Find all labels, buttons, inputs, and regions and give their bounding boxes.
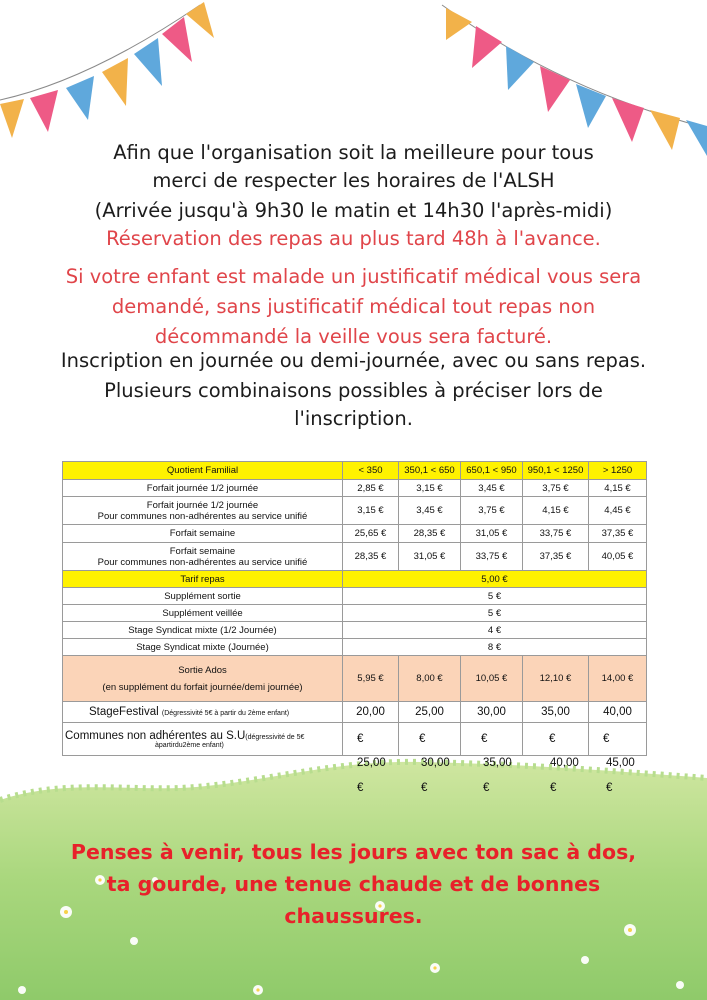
meal-row (63, 571, 647, 588)
row-label-line: Pour communes non-adhérentes au service unifié (97, 556, 308, 568)
cell: € (523, 723, 589, 756)
cell: 28,35 € (343, 543, 399, 571)
row-label: Stage Syndicat mixte (Journée) (63, 639, 343, 656)
footer-line-1: Penses à venir, tous les jours avec ton sac à dos, (70, 840, 637, 864)
festival-row (63, 702, 647, 723)
cell: 3,15 € (343, 497, 399, 525)
cell: 3,15 € (399, 480, 461, 497)
euro-sign: € (421, 782, 428, 794)
meal-label: Tarif repas (63, 571, 343, 588)
intro-line-3: (Arrivée jusqu'à 9h30 le matin et 14h30 l'après-midi) (94, 199, 613, 222)
cell: 5,95 € (343, 656, 399, 702)
header-col: 650,1 < 950 (461, 462, 523, 480)
medical-notice-line-1: Si votre enfant est malade un justificatif médical vous sera (65, 265, 642, 288)
row-label (63, 656, 343, 702)
cell: 25,65 € (343, 525, 399, 543)
row-label: Forfait journée 1/2 journée (63, 480, 343, 497)
footer-reminder (0, 836, 707, 932)
cell: 4,45 € (589, 497, 647, 525)
header-col: 950,1 < 1250 (523, 462, 589, 480)
meal-reservation-notice: Réservation des repas au plus tard 48h à l'avance. (106, 227, 601, 250)
cell: 4,15 € (589, 480, 647, 497)
row-label (63, 723, 343, 756)
cell: 33,75 € (523, 525, 589, 543)
row-label-line: (en supplément du forfait journée/demi journée) (102, 681, 303, 693)
table-row (63, 525, 647, 543)
medical-notice-line-2: demandé, sans justificatif médical tout repas non (111, 295, 596, 318)
cell: 35,00 (523, 702, 589, 723)
medical-notice-line-3: décommandé la veille vous sera facturé. (154, 325, 553, 348)
table-row (63, 639, 647, 656)
row-label-line: Pour communes non-adhérentes au service unifié (97, 510, 308, 522)
bunting-decoration (0, 0, 707, 160)
cell: 28,35 € (399, 525, 461, 543)
footer-line-2: ta gourde, une tenue chaude et de bonnes (106, 872, 601, 896)
table-row (63, 622, 647, 639)
cell: € (589, 723, 647, 756)
header-col: < 350 (343, 462, 399, 480)
table-row (63, 480, 647, 497)
cell: 37,35 € (523, 543, 589, 571)
non-adherent-label: Communes non adhérentes au S.U (65, 729, 246, 742)
cell: 31,05 € (461, 525, 523, 543)
row-label: Supplément sortie (63, 588, 343, 605)
header-quotient: Quotient Familial (63, 462, 343, 480)
cell: 4,15 € (523, 497, 589, 525)
header-col: 350,1 < 650 (399, 462, 461, 480)
price-value: 45,00 (606, 757, 635, 769)
cell: 4 € (343, 622, 647, 639)
cell: 12,10 € (523, 656, 589, 702)
table-row (63, 497, 647, 525)
cell: € (399, 723, 461, 756)
row-label (63, 702, 343, 723)
price-value: 25,00 (357, 757, 386, 769)
row-label (63, 543, 343, 571)
cell: 40,05 € (589, 543, 647, 571)
row-label-line: Forfait journée 1/2 journée (146, 499, 259, 511)
table-row (63, 543, 647, 571)
footer-line-3: chaussures. (284, 904, 423, 928)
cell: 3,45 € (399, 497, 461, 525)
row-label: Stage Syndicat mixte (1/2 Journée) (63, 622, 343, 639)
registration-line-2: Plusieurs combinaisons possibles à préciser lors de (104, 379, 603, 402)
registration-line-1: Inscription en journée ou demi-journée, avec ou sans repas. (60, 349, 647, 372)
cell: 37,35 € (589, 525, 647, 543)
euro-sign: € (550, 782, 557, 794)
cell: 20,00 (343, 702, 399, 723)
cell: 31,05 € (399, 543, 461, 571)
cell: 3,75 € (461, 497, 523, 525)
ados-row (63, 656, 647, 702)
table-row (63, 588, 647, 605)
price-value: 30,00 (421, 757, 450, 769)
price-value: 35,00 (483, 757, 512, 769)
non-adherent-note: (dégressivité de 5€ (245, 733, 305, 741)
non-adherent-note: àpartirdu2ème enfant) (155, 741, 224, 749)
festival-label: StageFestival (89, 706, 159, 718)
cell: 25,00 (399, 702, 461, 723)
cell: € (461, 723, 523, 756)
row-label (63, 497, 343, 525)
header-col: > 1250 (589, 462, 647, 480)
meal-price: 5,00 € (343, 571, 647, 588)
euro-sign: € (606, 782, 613, 794)
intro-line-2: merci de respecter les horaires de l'ALSH (152, 169, 555, 192)
cell: 30,00 (461, 702, 523, 723)
row-label: Forfait semaine (63, 525, 343, 543)
table-row (63, 605, 647, 622)
row-label-line: Forfait semaine (169, 545, 236, 557)
non-adherent-row (63, 723, 647, 756)
row-label: Supplément veillée (63, 605, 343, 622)
pricing-table (62, 461, 647, 756)
cell: 5 € (343, 588, 647, 605)
cell: 33,75 € (461, 543, 523, 571)
cell: 5 € (343, 605, 647, 622)
cell: 8 € (343, 639, 647, 656)
cell: € (343, 723, 399, 756)
euro-sign: € (483, 782, 490, 794)
cell: 10,05 € (461, 656, 523, 702)
table-header-row (63, 462, 647, 480)
price-value: 40,00 (550, 757, 579, 769)
cell: 40,00 (589, 702, 647, 723)
cell: 14,00 € (589, 656, 647, 702)
cell: 8,00 € (399, 656, 461, 702)
festival-note: (Dégressivité 5€ à partir du 2ème enfant) (161, 710, 290, 717)
row-label-line: Sortie Ados (178, 664, 227, 676)
intro-line-1: Afin que l'organisation soit la meilleure pour tous (113, 141, 594, 164)
registration-line-3: l'inscription. (294, 407, 413, 430)
cell: 2,85 € (343, 480, 399, 497)
cell: 3,75 € (523, 480, 589, 497)
cell: 3,45 € (461, 480, 523, 497)
euro-sign: € (357, 782, 364, 794)
